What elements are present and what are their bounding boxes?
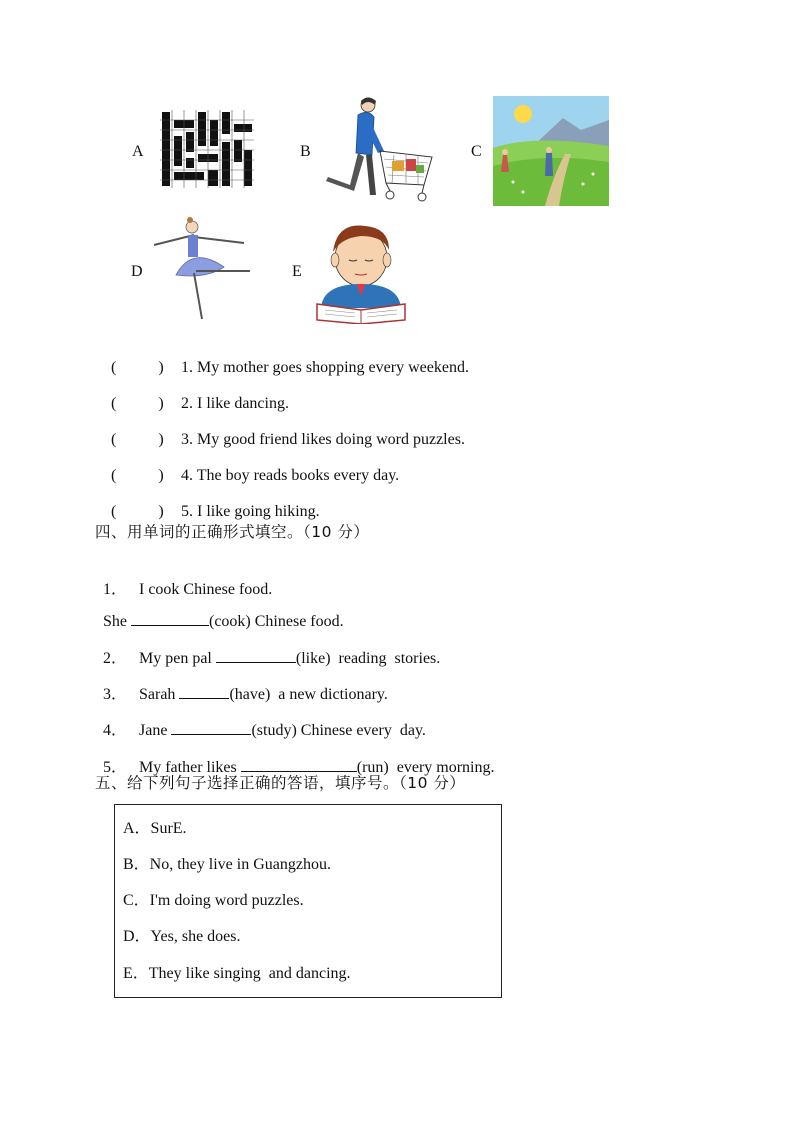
- matching-item-2: [103, 377, 289, 413]
- fill-blank[interactable]: [171, 720, 251, 735]
- open-paren: (: [111, 359, 117, 376]
- item-text: She: [103, 613, 131, 630]
- hiking-landscape-image: [493, 96, 609, 206]
- fill-item-4: [95, 699, 426, 740]
- item-number: 3．: [103, 686, 128, 703]
- picture-label-c: C: [471, 143, 482, 160]
- item-text: (like) reading stories.: [295, 650, 441, 667]
- picture-label-e: E: [292, 263, 302, 280]
- item-text: (cook) Chinese food.: [209, 613, 344, 630]
- matching-sentence: 2. I like dancing.: [181, 395, 289, 412]
- open-paren: (: [111, 431, 117, 448]
- item-text: Jane: [139, 722, 172, 739]
- matching-item-5: [103, 485, 320, 521]
- option-b: B．No, they live in Guangzhou.: [123, 856, 331, 873]
- option-c: C．I'm doing word puzzles.: [123, 892, 304, 909]
- fill-item-1b: [95, 593, 344, 631]
- fill-blank[interactable]: [179, 684, 229, 699]
- close-paren: ): [158, 359, 164, 376]
- boy-reading-image: [313, 218, 409, 324]
- matching-item-4: [103, 449, 399, 485]
- section-5-heading: 五、给下列句子选择正确的答语，填序号。（10 分）: [95, 774, 466, 792]
- item-text: (study) Chinese every day.: [251, 722, 426, 739]
- open-paren: (: [111, 503, 117, 520]
- option-d: D．Yes, she does.: [123, 928, 241, 945]
- matching-sentence: 4. The boy reads books every day.: [181, 467, 400, 484]
- open-paren: (: [111, 395, 117, 412]
- picture-label-d: D: [131, 263, 143, 280]
- item-number: 4．: [103, 722, 128, 739]
- crossword-puzzle-image: [160, 110, 254, 188]
- item-text: My father likes: [139, 759, 241, 776]
- option-e: E．They like singing and dancing.: [123, 965, 351, 982]
- item-text: I cook Chinese food.: [139, 581, 273, 598]
- close-paren: ): [158, 431, 164, 448]
- matching-item-1: [103, 341, 469, 377]
- picture-label-b: B: [300, 143, 311, 160]
- fill-blank[interactable]: [131, 611, 209, 626]
- open-paren: (: [111, 467, 117, 484]
- matching-sentence: 5. I like going hiking.: [181, 503, 320, 520]
- answer-options-box: [114, 804, 502, 998]
- close-paren: ): [158, 503, 164, 520]
- close-paren: ): [158, 467, 164, 484]
- option-a: A．SurE.: [123, 820, 187, 837]
- item-number: 2．: [103, 650, 128, 667]
- fill-item-3: [95, 663, 388, 704]
- shopping-cart-image: [320, 95, 438, 207]
- fill-blank[interactable]: [216, 648, 296, 663]
- item-text: (have) a new dictionary.: [229, 686, 388, 703]
- section-4-heading: 四、用单词的正确形式填空。（10 分）: [95, 523, 370, 541]
- item-text: Sarah: [139, 686, 180, 703]
- item-number: 5．: [103, 759, 128, 776]
- item-text: (run) every morning.: [356, 759, 495, 776]
- picture-label-a: A: [132, 143, 144, 160]
- matching-sentence: 1. My mother goes shopping every weekend.: [181, 359, 469, 376]
- item-number: 1．: [103, 581, 128, 598]
- ballet-dancer-image: [150, 215, 260, 327]
- fill-item-2: [95, 627, 440, 668]
- matching-sentence: 3. My good friend likes doing word puzzles.: [181, 431, 465, 448]
- close-paren: ): [158, 395, 164, 412]
- item-text: My pen pal: [139, 650, 216, 667]
- fill-blank[interactable]: [241, 757, 357, 772]
- matching-item-3: [103, 413, 465, 449]
